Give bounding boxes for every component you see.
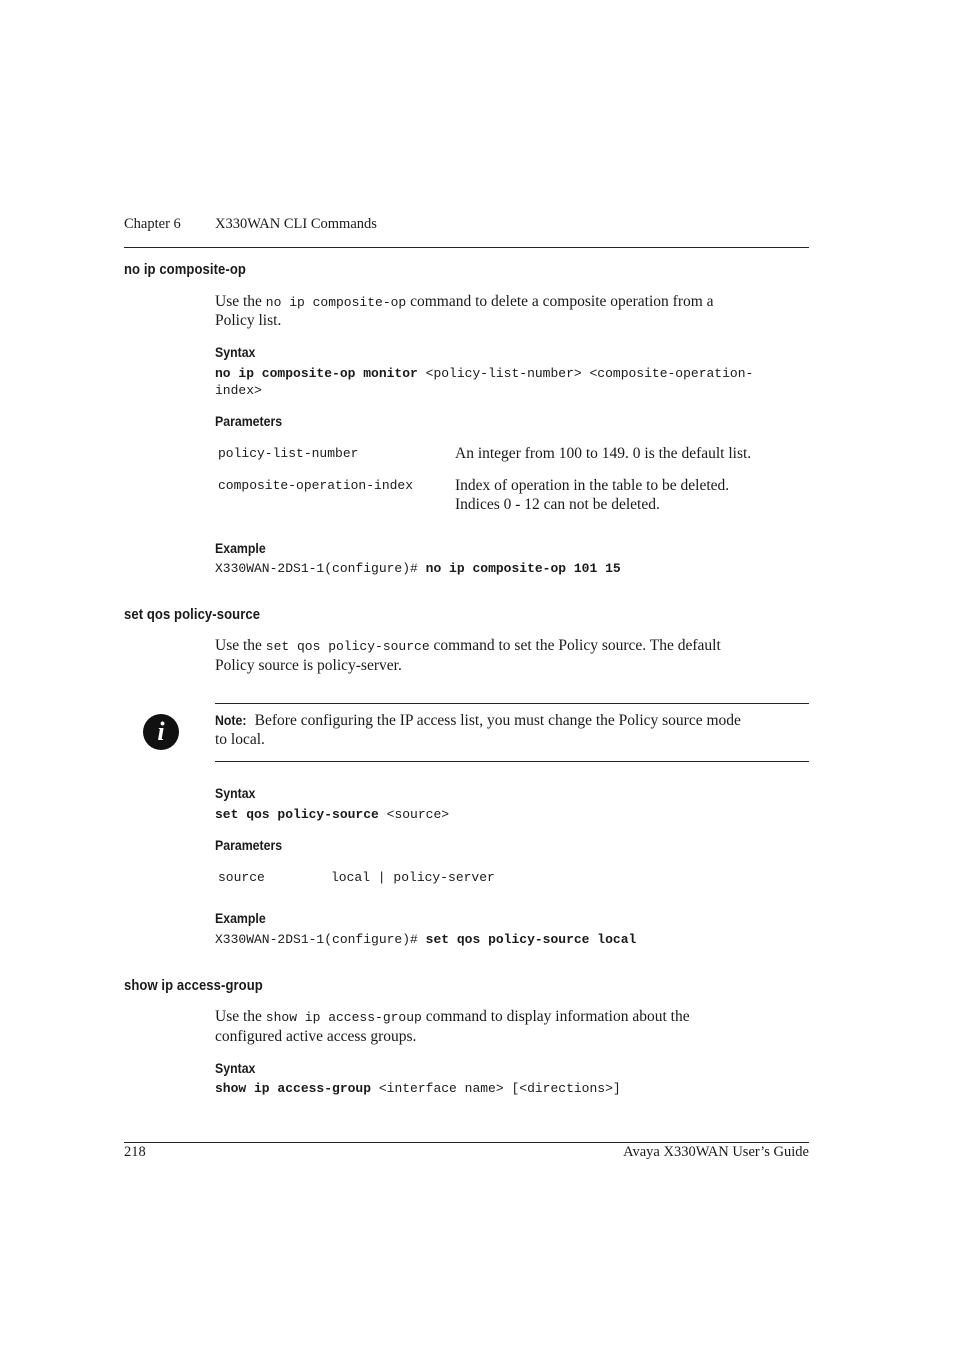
section3-intro: Use the show ip access-group command to display information about the xyxy=(215,1008,690,1025)
section-heading-no-ip-composite-op: no ip composite-op xyxy=(124,262,246,278)
note-top-rule xyxy=(215,703,809,704)
section1-example: X330WAN-2DS1-1(configure)# no ip composite-op 101 15 xyxy=(215,561,621,576)
section1-example-label: Example xyxy=(215,540,266,556)
section2-intro-line2: Policy source is policy-server. xyxy=(215,657,402,674)
note-text: Note: Before configuring the IP access list, you must change the Policy source mode xyxy=(215,712,741,729)
footer-page-number: 218 xyxy=(124,1144,146,1160)
section3-intro-line2: configured active access groups. xyxy=(215,1028,417,1045)
section1-parameters-label: Parameters xyxy=(215,413,283,429)
footer-guide-title: Avaya X330WAN User’s Guide xyxy=(623,1144,809,1160)
header-rule xyxy=(124,247,809,248)
header-title: X330WAN CLI Commands xyxy=(215,216,377,232)
section1-intro-line2: Policy list. xyxy=(215,312,282,329)
note-bottom-rule xyxy=(215,761,809,762)
header-chapter: Chapter 6 xyxy=(124,216,181,232)
param-description: An integer from 100 to 149. 0 is the default list. xyxy=(455,445,752,462)
section1-intro: Use the no ip composite-op command to delete a composite operation from a xyxy=(215,293,714,310)
section-heading-show-ip-access-group: show ip access-group xyxy=(124,978,263,994)
section1-syntax-label: Syntax xyxy=(215,344,256,360)
param-name: composite-operation-index xyxy=(218,478,414,493)
section2-parameters-label: Parameters xyxy=(215,837,283,853)
param-name: source xyxy=(218,870,265,885)
param-description-line2: Indices 0 - 12 can not be deleted. xyxy=(455,496,660,513)
section2-syntax: set qos policy-source <source> xyxy=(215,807,450,822)
section2-syntax-label: Syntax xyxy=(215,785,256,801)
section2-example: X330WAN-2DS1-1(configure)# set qos policy-source local xyxy=(215,932,637,947)
section-heading-set-qos-policy-source: set qos policy-source xyxy=(124,607,261,623)
section1-syntax: no ip composite-op monitor <policy-list-number> <composite-operation- xyxy=(215,366,754,381)
section2-example-label: Example xyxy=(215,910,266,926)
section3-syntax: show ip access-group <interface name> [<directions>] xyxy=(215,1081,621,1096)
param-value: local | policy-server xyxy=(331,870,495,885)
param-description: Index of operation in the table to be deleted. xyxy=(455,477,730,494)
param-name: policy-list-number xyxy=(218,446,359,461)
note-text-line2: to local. xyxy=(215,731,265,748)
footer-rule xyxy=(124,1142,809,1143)
section3-syntax-label: Syntax xyxy=(215,1060,256,1076)
section2-intro: Use the set qos policy-source command to set the Policy source. The default xyxy=(215,637,721,654)
section1-syntax-line2: index> xyxy=(215,383,262,398)
info-icon: i xyxy=(143,714,179,750)
